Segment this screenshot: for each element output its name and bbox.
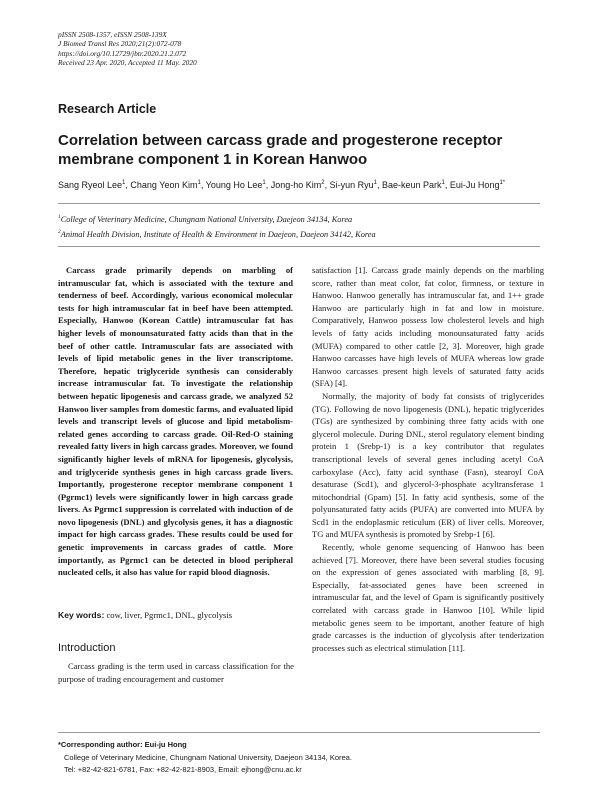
abstract	[58, 264, 293, 579]
author-name: Si-yun Ryu	[329, 180, 374, 190]
body-paragraph-3: Recently, whole genome sequencing of Hanwoo has been achieved [7]. Moreover, there have been several studies focusing on the expression of genes associated with marbling [8, 9]. Especially, fat-associated genes have been screened in intramuscular fat, and the level of Gpam is significantly positively correlated with carcass grade in Hanwoo [10]. While lipid metabolic genes seem to be important, another feature of high grade carcasses is the induction of glycolysis after tenderization processes such as electrical stimulation [11].	[312, 542, 544, 653]
paper-title: Correlation between carcass grade and progesterone receptor membrane component 1 in Korean Hanwoo	[58, 132, 503, 168]
author-affiliation-mark: 1	[122, 180, 126, 186]
affiliation-mark: 1	[58, 214, 61, 220]
author-affiliation-mark: 2	[321, 180, 325, 186]
author-name: Eui-Ju Hong	[449, 180, 500, 190]
keywords-label: Key words:	[58, 610, 105, 620]
corresponding-author-address: College of Veterinary Medicine, Chungnam National University, Daejeon 34134, Korea.	[64, 752, 352, 762]
affiliation-text: College of Veterinary Medicine, Chungnam National University, Daejeon 34134, Korea	[60, 214, 353, 224]
author-affiliation-mark: 1	[197, 180, 201, 186]
right-column	[312, 264, 544, 654]
body-paragraph-2: Normally, the majority of body fat consists of triglycerides (TG). Following de novo lipogenesis (DNL), hepatic triglycerides (TGs) are synthesized by combining three fatty acids with one glycerol molecule. During DNL, sterol regulatory element binding protein 1 (Srebp-1) is a key contributor that regulates transcriptional levels of several genes including acetyl CoA carboxylase (Acc), fatty acid synthase (Fasn), stearoyl CoA desaturase (Scd1), and glycerol-3-phosphate acyltransferase 1 mitochondrial (Gpam) [5]. In fatty acid synthesis, some of the polyunsaturated fatty acids (PUFA) are converted into MUFA by Scd1 in the endoplasmic reticulum (ER) of liver cells. Moreover, TG and MUFA synthesis is promoted by Srebp-1 [6].	[312, 390, 544, 540]
author-list: Sang Ryeol Lee$^1$, Chang Yeon Kim$^1$, Young Ho Lee$^1$, Jong-ho Kim$^2$, Si-yun Ryu$^1$, Bae-keun Park$^1$, Eui-Ju Hong$^{1*}$	[58, 180, 506, 190]
issn-line: pISSN 2508-1357, eISSN 2508-139X	[58, 30, 167, 39]
doi-line: https://doi.org/10.12729/jbtr.2020.21.2.072	[58, 48, 187, 58]
affiliation-line	[58, 211, 376, 226]
keywords	[58, 610, 298, 620]
affiliation-line	[58, 226, 376, 241]
section-heading-introduction: Introduction	[58, 642, 116, 654]
author-name: Sang Ryeol Lee	[58, 180, 123, 190]
top-rule	[58, 203, 540, 204]
author-affiliation-mark: 1	[262, 180, 266, 186]
affiliation-rule	[58, 246, 540, 247]
journal-meta	[58, 30, 197, 68]
article-type: Research Article	[58, 102, 157, 116]
body-paragraph-1: satisfaction [1]. Carcass grade mainly depends on the marbling score, rather than meat color, fat color, firmness, or texture in Hanwoo. Hanwoo generally has intramuscular fat, and 1++ grade Hanwoo are particularly high in fat and low in moisture. Comparatively, Hanwoo possess low cholesterol levels and high levels of fatty acids including monounsaturated fatty acids (MUFA) compared to other cattle [2, 3]. Moreover, high grade Hanwoo carcasses have high levels of MUFA whereas low grade Hanwoo carcasses present high levels of saturated fatty acids (SFA) [4].	[312, 265, 544, 389]
author-name: Jong-ho Kim	[270, 180, 322, 190]
author-affiliation-mark: 1	[441, 180, 445, 186]
intro-paragraph: Carcass grading is the term used in carcass classification for the purpose of trading encouragement and customer	[58, 661, 294, 684]
corresponding-author-contact: Tel: +82-42-821-6781, Fax: +82-42-821-8903, Email: ejhong@cnu.ac.kr	[64, 765, 302, 774]
affiliation-text: Animal Health Division, Institute of Health & Environment in Daejeon, Daejeon 34142, Korea	[60, 229, 376, 239]
citation-line: J Biomed Transl Res 2020;21(2):072-078	[58, 39, 182, 49]
dates-line: Received 23 Apr. 2020, Accepted 11 May. 2020	[58, 58, 197, 68]
author-affiliation-mark: 1*	[499, 180, 506, 186]
affiliation-mark: 2	[58, 228, 61, 235]
affiliations	[58, 211, 376, 241]
introduction-text	[58, 660, 294, 685]
author-name: Young Ho Lee	[205, 180, 263, 190]
footnote-rule	[58, 732, 540, 733]
author-affiliation-mark: 1	[373, 180, 377, 186]
corresponding-author-footnote	[58, 739, 540, 777]
author-name: Bae-keun Park	[382, 180, 442, 190]
abstract-text: Carcass grade primarily depends on marbling of intramuscular fat, which is associated with the texture and tenderness of beef. Accordingly, various economical molecular tests for high intramuscular fat in beef have been attempted. Especially, Hanwoo (Korean Cattle) intramuscular fat has higher levels of monounsaturated fatty acids than that in the beef of other cattle. Intramuscular fats are associated with levels of lipid metabolic genes in the liver transcriptome. Therefore, hepatic triglyceride synthesis can considerably increase intramuscular fat. To investigate the relationship between hepatic lipogenesis and carcass grade, we analyzed 52 Hanwoo liver samples from domestic farms, and evaluated lipid levels and transcript levels of glucose and lipid metabolism-related genes according to carcass grade. Oil-Red-O staining revealed fatty livers in high carcass grades. Moreover, we found significantly higher levels of mRNA for lipogenesis, glycolysis, and triglyceride synthesis genes in high carcass grade livers. Importantly, progesterone receptor membrane component 1 (Pgrmc1) levels were significantly lower in high carcass grade livers. As Pgrmc1 suppression is correlated with induction of de novo lipogenesis (DNL) and glycolysis genes, it has a diagnostic impact for high carcass grades. These results could be used for genetic improvements in carcass grades of cattle. More importantly, as Pgrmc1 can be detected in blood peripheral nucleated cells, it also has value for rapid blood diagnosis.	[58, 265, 293, 578]
author-name: Chang Yeon Kim	[130, 180, 198, 190]
keywords-text: cow, liver, Pgrmc1, DNL, glycolysis	[106, 610, 233, 620]
corresponding-author-heading: *Corresponding author: Eui-ju Hong	[58, 740, 187, 749]
